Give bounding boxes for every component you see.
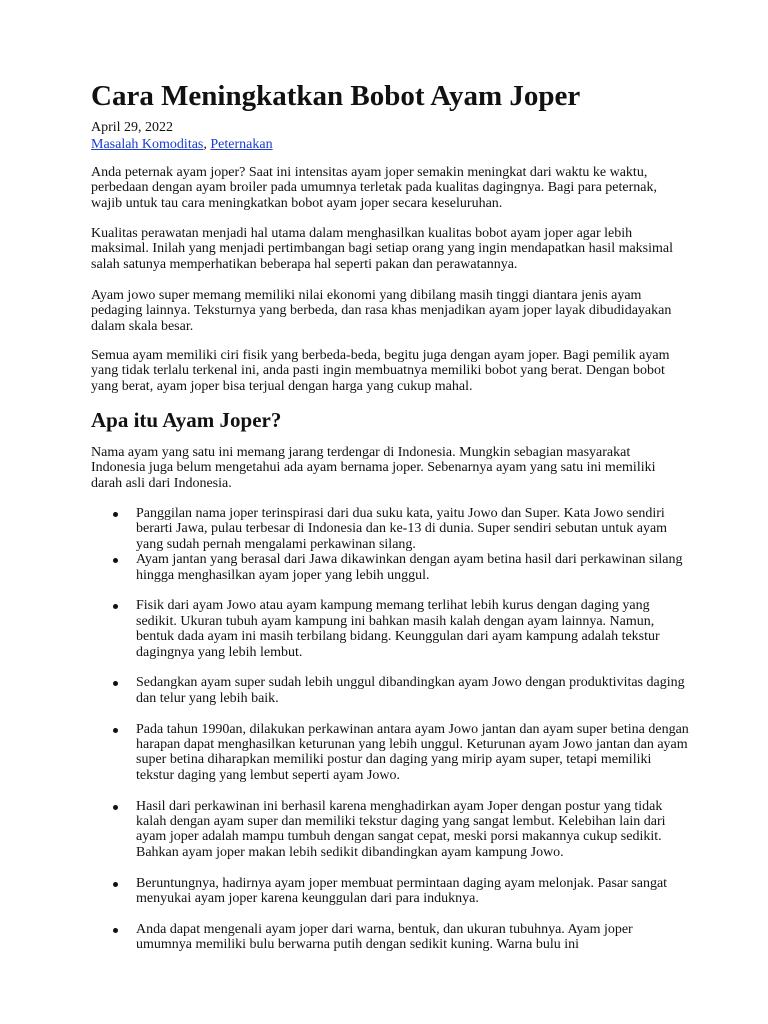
category-links (91, 136, 273, 153)
article-title: Cara Meningkatkan Bobot Ayam Joper (91, 80, 581, 112)
publish-date: April 29, 2022 (91, 120, 174, 135)
list-item: Panggilan nama joper terinspirasi dari dua suku kata, yaitu Jowo dan Super. Kata Jowo sendiri berarti Jawa, pulau terbesar di Indonesia dan ke-13 di dunia. Super sendiri sebutan untuk ayam yang sudah pernah mengalami perkawinan silang. (91, 506, 691, 552)
intro-paragraph: Kualitas perawatan menjadi hal utama dalam menghasilkan kualitas bobot ayam joper agar lebih maksimal. Inilah yang menjadi pertimbangan bagi setiap orang yang ingin mendapatkan hasil maksimal salah satunya memperhatikan beberapa hal seperti pakan dan perawatannya. (91, 226, 674, 272)
category-separator: , (203, 137, 207, 152)
category-link-masalah-komoditas[interactable]: Masalah Komoditas (91, 137, 204, 152)
list-item: Sedangkan ayam super sudah lebih unggul dibandingkan ayam Jowo dengan produktivitas daging dan telur yang lebih baik. (91, 675, 691, 706)
list-item: Beruntungnya, hadirnya ayam joper membuat permintaan daging ayam melonjak. Pasar sangat menyukai ayam joper karena keunggulan dari para induknya. (91, 876, 691, 907)
list-item: Ayam jantan yang berasal dari Jawa dikawinkan dengan ayam betina hasil dari perkawinan silang hingga menghasilkan ayam joper yang lebih unggul. (91, 552, 691, 583)
section-paragraph: Nama ayam yang satu ini memang jarang terdengar di Indonesia. Mungkin sebagian masyarakat Indonesia juga belum mengetahui ada ayam bernama joper. Sebenarnya ayam yang satu ini memiliki darah asli dari Indonesia. (91, 445, 656, 491)
list-item: Fisik dari ayam Jowo atau ayam kampung memang terlihat lebih kurus dengan daging yang sedikit. Ukuran tubuh ayam kampung ini bahkan masih kalah dengan ayam lainnya. Namun, bentuk dada ayam ini masih terbilang bidang. Keunggulan dari ayam kampung adalah tekstur dagingnya yang lebih lembut. (91, 598, 691, 660)
intro-paragraph: Ayam jowo super memang memiliki nilai ekonomi yang dibilang masih tinggi diantara jenis ayam pedaging lainnya. Teksturnya yang berbeda, dan rasa khas menjadikan ayam joper layak dibudidayakan dalam skala besar. (91, 288, 672, 334)
article-meta (91, 119, 273, 153)
list-item: Anda dapat mengenali ayam joper dari warna, bentuk, dan ukuran tubuhnya. Ayam joper umumnya memiliki bulu berwarna putih dengan sedikit kuning. Warna bulu ini (91, 922, 691, 953)
bullet-list (91, 506, 691, 968)
intro-paragraph: Anda peternak ayam joper? Saat ini intensitas ayam joper semakin meningkat dari waktu ke waktu, perbedaan dengan ayam broiler pada umumnya terletak pada kualitas dagingnya. Bagi para peternak, wajib untuk tau cara meningkatkan bobot ayam joper secara keseluruhan. (91, 165, 657, 211)
intro-paragraph: Semua ayam memiliki ciri fisik yang berbeda-beda, begitu juga dengan ayam joper. Bagi pemilik ayam yang tidak terlalu terkenal ini, anda pasti ingin membuatnya memiliki bobot yang berat. Dengan bobot yang berat, ayam joper bisa terjual dengan harga yang cukup mahal. (91, 348, 670, 394)
list-item: Hasil dari perkawinan ini berhasil karena menghadirkan ayam Joper dengan postur yang tidak kalah dengan ayam super dan memiliki tekstur daging yang sangat lembut. Kelebihan lain dari ayam joper adalah mampu tumbuh dengan sangat cepat, meski porsi makannya cukup sedikit. Bahkan ayam joper makan lebih sedikit dibandingkan ayam kampung Jowo. (91, 799, 691, 861)
category-link-peternakan[interactable]: Peternakan (210, 137, 273, 152)
section-heading: Apa itu Ayam Joper? (91, 408, 282, 432)
list-item: Pada tahun 1990an, dilakukan perkawinan antara ayam Jowo jantan dan ayam super betina dengan harapan dapat menghasilkan keturunan yang lebih unggul. Keturunan ayam Jowo jantan dan ayam super betina diharapkan memiliki postur dan daging yang mirip ayam super, tetapi memiliki tekstur daging yang lembut seperti ayam Jowo. (91, 722, 691, 784)
